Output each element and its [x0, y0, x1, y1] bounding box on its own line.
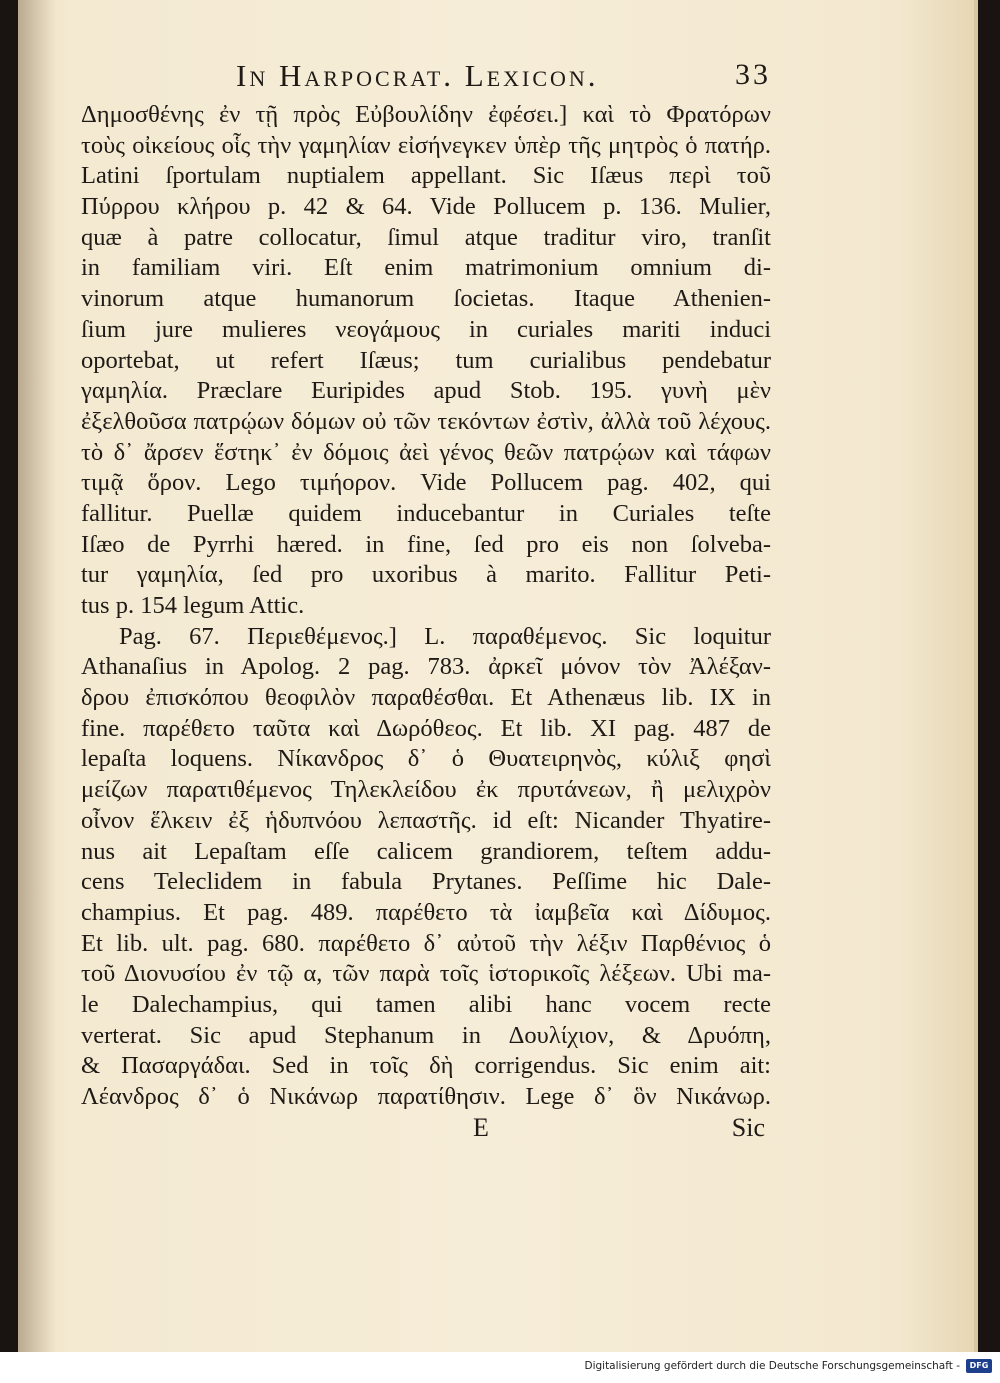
- text-line: fallitur. Puellæ quidem inducebantur in Curiales teſte: [81, 499, 771, 527]
- gutter-shadow: [18, 0, 56, 1352]
- text-line: & Πασαργάδαι. Sed in τοῖς δὴ corrigendus. Sic enim ait:: [81, 1052, 771, 1080]
- digitization-footer: [0, 1352, 1000, 1383]
- text-line: ſium jure mulieres νεογάμους in curiales mariti induci: [81, 315, 771, 343]
- text-line: Iſæo de Pyrrhi hæred. in fine, ſed pro eis non ſolveba-: [81, 530, 771, 558]
- page-foot: [81, 1113, 771, 1145]
- text-line: τὸ δ᾽ ἄρσεν ἕστηκ᾽ ἐν δόμοις ἀεὶ γένος θεῶν πατρῴων καὶ τάφων: [81, 438, 771, 466]
- text-line: Latini ſportulam nuptialem appellant. Sic Iſæus περὶ τοῦ: [81, 162, 771, 190]
- text-line: τοὺς οἰκείους οἷς τὴν γαμηλίαν εἰσήνεγκεν ὑπὲρ τῆς μητρὸς ὁ πατήρ.: [81, 131, 771, 159]
- catchword: Sic: [731, 1112, 765, 1142]
- text-line: le Dalechampius, qui tamen alibi hanc vocem recte: [81, 990, 771, 1018]
- text-line: ἐξελθοῦσα πατρῴων δόμων οὐ τῶν τεκόντων ἐστὶν, ἀλλὰ τοῦ λέχους.: [81, 407, 771, 435]
- dfg-logo: DFG: [966, 1359, 992, 1373]
- signature-mark: E: [473, 1112, 489, 1142]
- text-line: verterat. Sic apud Stephanum in Δουλίχιον, & Δρυόπη,: [81, 1021, 771, 1049]
- text-line: γαμηλία. Præclare Euripides apud Stob. 195. γυνὴ μὲν: [81, 377, 771, 405]
- text-line: oportebat, ut refert Iſæus; tum curialibus pendebatur: [81, 346, 771, 374]
- book-page: [18, 0, 978, 1352]
- text-line: Athanaſius in Apolog. 2 pag. 783. ἀρκεῖ μόνον τὸν Ἀλέξαν-: [81, 653, 771, 681]
- text-line: τοῦ Διονυσίου ἐν τῷ α, τῶν παρὰ τοῖς ἱστορικοῖς λέξεων. Ubi ma-: [81, 960, 771, 988]
- text-line: οἶνον ἕλκειν ἐξ ἡδυπνόου λεπαστῆς. id eſt: Nicander Thyatire-: [81, 806, 771, 834]
- text-line: quæ à patre collocatur, ſimul atque traditur viro, tranſit: [81, 223, 771, 251]
- text-line: Πύρρου κλήρου p. 42 & 64. Vide Pollucem p. 136. Mulier,: [81, 193, 771, 221]
- text-line: Δημοσθένης ἐν τῇ πρὸς Εὐβουλίδην ἐφέσει.] καὶ τὸ Φρατόρων: [81, 101, 771, 128]
- funding-notice: Digitalisierung gefördert durch die Deutsche Forschungsgemeinschaft -: [584, 1360, 960, 1372]
- text-line: fine. παρέθετο ταῦτα καὶ Δωρόθεος. Et lib. XI pag. 487 de: [81, 714, 771, 742]
- text-line: τιμᾷ ὅρον. Lego τιμήορον. Vide Pollucem pag. 402, qui: [81, 469, 771, 497]
- text-line: nus ait Lepaſtam eſſe calicem grandiorem, teſtem addu-: [81, 837, 771, 865]
- text-line: δρου ἐπισκόπου θεοφιλὸν παραθέσθαι. Et Athenæus lib. IX in: [81, 684, 771, 712]
- running-head: [81, 58, 771, 100]
- text-line: Et lib. ult. pag. 680. παρέθετο δ᾽ αὐτοῦ τὴν λέξιν Παρθένιος ὁ: [81, 929, 771, 957]
- text-line: tur γαμηλία, ſed pro uxoribus à marito. Fallitur Peti-: [81, 561, 771, 589]
- text-line: in familiam viri. Eſt enim matrimonium omnium di-: [81, 254, 771, 282]
- text-line: champius. Et pag. 489. παρέθετο τὰ ἰαμβεῖα καὶ Δίδυμος.: [81, 898, 771, 926]
- text-line: vinorum atque humanorum ſocietas. Itaque Athenien-: [81, 285, 771, 313]
- text-line: tus p. 154 legum Attic.: [81, 592, 305, 619]
- text-line: Pag. 67. Περιεθέμενος.] L. παραθέμενος. Sic loquitur: [119, 622, 771, 650]
- running-title: In Harpocrat. Lexicon.: [236, 58, 599, 93]
- text-line: μείζων παρατιθέμενος Τηλεκλείδου ἐκ πρυτάνεων, ἢ μελιχρὸν: [81, 776, 771, 804]
- text-line: Λέανδρος δ᾽ ὁ Νικάνωρ παρατίθησιν. Lege δ᾽ ὃν Νικάνωρ.: [81, 1083, 771, 1110]
- text-line: lepaſta loquens. Νίκανδρος δ᾽ ὁ Θυατειρηνὸς, κύλιξ φησὶ: [81, 745, 771, 773]
- text-line: cens Teleclidem in fabula Prytanes. Peſſime hic Dale-: [81, 868, 771, 896]
- text-block: [81, 58, 771, 1145]
- page-number: 33: [735, 58, 771, 91]
